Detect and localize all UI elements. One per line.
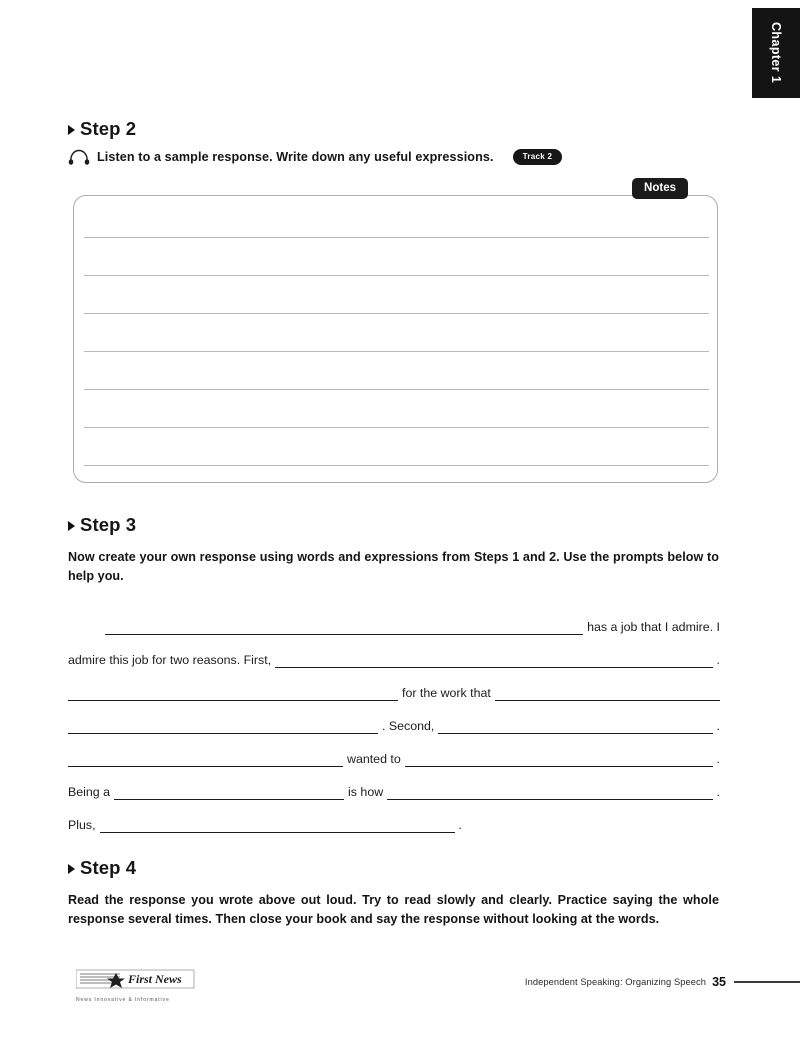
step-2-instruction-text: Listen to a sample response. Write down any useful expressions. [97,150,494,164]
page-footer [68,967,732,1037]
prompt-row [68,701,720,734]
prompt-text: . Second, [382,719,435,733]
prompt-row [68,800,720,833]
prompt-blank[interactable] [68,752,343,767]
track-badge: Track 2 [513,149,563,165]
notes-rule-line [84,313,709,314]
prompt-text: for the work that [402,686,491,700]
step-2-title: Step 2 [80,118,137,139]
notes-rule-line [84,237,709,238]
prompt-text: Being a [68,785,111,799]
step-2-heading [68,118,732,140]
step-4-section [68,857,732,929]
notes-tab-label: Notes [632,178,688,199]
prompt-blank[interactable] [68,719,378,734]
prompt-blank[interactable] [114,785,344,800]
notes-rule-line [84,427,709,428]
prompt-blank[interactable] [405,752,713,767]
notes-rule-line [84,275,709,276]
step-4-heading [68,857,732,879]
step-4-instruction-text: Read the response you wrote above out loud. Try to read slowly and clearly. Practice saying the whole response several times. Then close your book and say the response without looking at the words. [68,893,719,927]
prompt-text: is how [348,785,384,799]
first-news-logo-tagline: News Innovative & Informative [76,997,170,1003]
prompt-blank[interactable] [100,818,455,833]
prompt-row [68,602,720,635]
prompt-punct: . [716,653,720,667]
prompt-punct: . [716,719,720,733]
first-news-logo [76,969,196,1003]
page-content [68,0,732,1037]
prompt-row [68,668,720,701]
first-news-logo-mark [76,969,196,991]
prompt-text: admire this job for two reasons. First, [68,653,272,667]
notes-rule-line [84,389,709,390]
page-number: 35 [712,975,726,989]
step-2-instruction-row [68,149,732,165]
triangle-right-icon [68,521,75,531]
notes-rule-line [84,465,709,466]
response-prompt-lines [68,602,720,833]
notes-area [68,178,732,488]
prompt-punct: . [716,785,720,799]
notes-writing-box[interactable] [73,195,718,483]
prompt-punct: . [458,818,462,832]
prompt-blank[interactable] [105,620,583,635]
step-3-heading [68,514,732,536]
prompt-row [68,734,720,767]
svg-text:First News: First News [128,972,182,986]
footer-section-info [525,975,800,989]
prompt-blank[interactable] [438,719,712,734]
prompt-blank[interactable] [387,785,712,800]
prompt-punct: . [716,752,720,766]
step-3-title: Step 3 [80,514,137,535]
prompt-blank[interactable] [275,653,712,668]
notes-rule-line [84,351,709,352]
notes-rule-lines [74,196,717,482]
prompt-text: has a job that I admire. I [587,620,720,634]
triangle-right-icon [68,125,75,135]
footer-rule [734,981,800,982]
chapter-tab [752,8,800,98]
prompt-blank[interactable] [495,686,720,701]
chapter-tab-label: Chapter 1 [769,22,783,84]
step-3-instruction-text: Now create your own response using words and expressions from Steps 1 and 2. Use the prompts below to help you. [68,550,719,584]
prompt-text: Plus, [68,818,96,832]
step-2-section [68,118,732,165]
prompt-blank[interactable] [68,686,398,701]
step-3-section [68,514,732,586]
triangle-right-icon [68,864,75,874]
prompt-text: wanted to [347,752,401,766]
footer-section-label: Independent Speaking: Organizing Speech [524,977,707,987]
step-4-title: Step 4 [80,857,137,878]
headphones-icon [68,149,90,165]
prompt-row [68,635,720,668]
prompt-row [68,767,720,800]
